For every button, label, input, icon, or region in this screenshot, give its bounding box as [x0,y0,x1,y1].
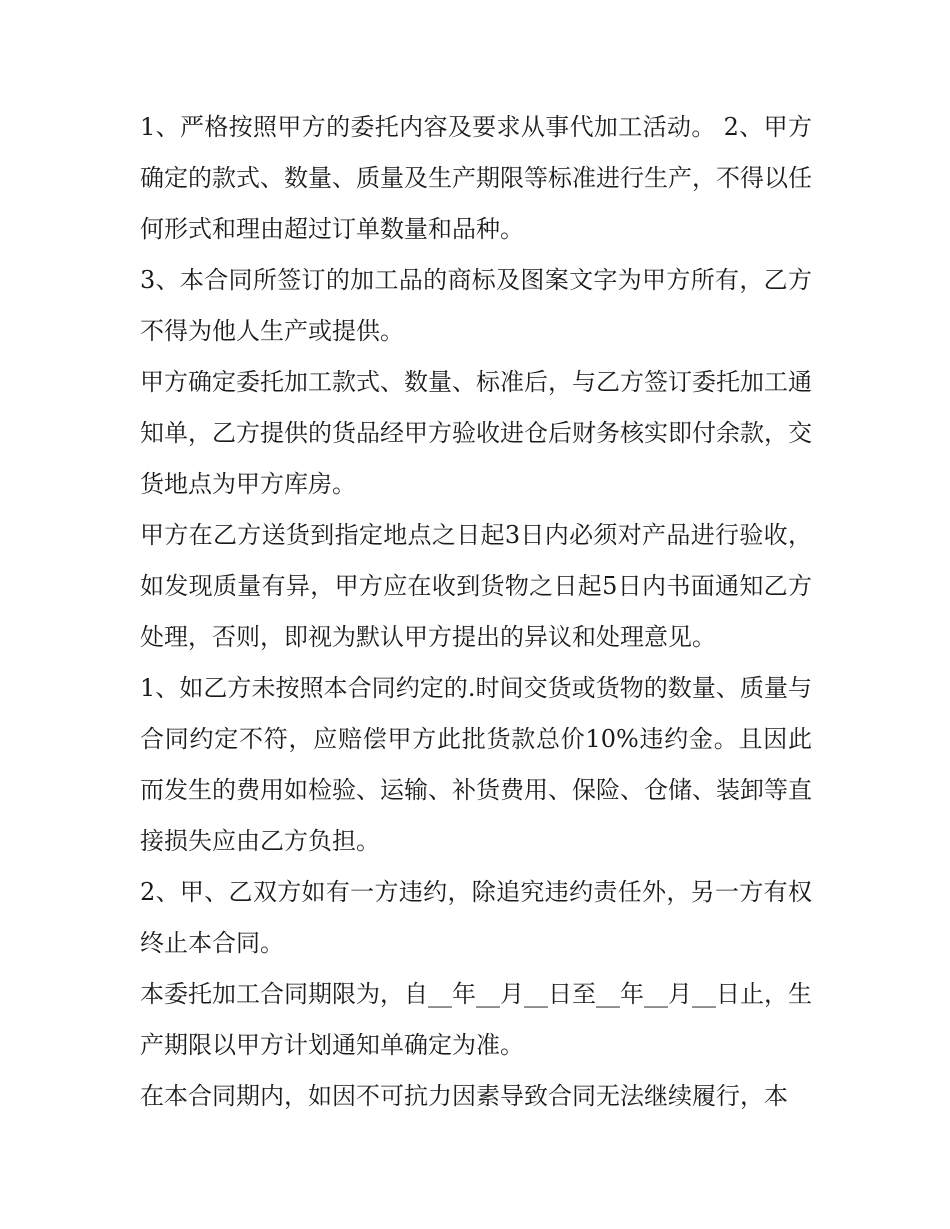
paragraph-processing-requirements: 1、严格按照甲方的委托内容及要求从事代加工活动。 2、甲方确定的款式、数量、质量及生产期限等标准进行生产，不得以任何形式和理由超过订单数量和品种。 [140,113,812,243]
paragraph-termination-right: 2、甲、乙双方如有一方违约，除追究违约责任外，另一方有权终止本合同。 [140,878,812,957]
paragraph-delivery-payment: 甲方确定委托加工款式、数量、标准后，与乙方签订委托加工通知单，乙方提供的货品经甲方验收进仓后财务核实即付余款，交货地点为甲方库房。 [140,368,812,498]
document-body [140,102,812,1122]
paragraph-trademark-ownership: 3、本合同所签订的加工品的商标及图案文字为甲方所有，乙方不得为他人生产或提供。 [140,266,812,345]
paragraph-inspection: 甲方在乙方送货到指定地点之日起3日内必须对产品进行验收，如发现质量有异，甲方应在收到货物之日起5日内书面通知乙方处理，否则，即视为默认甲方提出的异议和处理意见。 [140,521,812,651]
paragraph-contract-term: 本委托加工合同期限为，自__年__月__日至__年__月__日止，生产期限以甲方计划通知单确定为准。 [140,980,812,1059]
paragraph-force-majeure: 在本合同期内，如因不可抗力因素导致合同无法继续履行，本 [140,1082,788,1110]
paragraph-breach-penalty: 1、如乙方未按照本合同约定的.时间交货或货物的数量、质量与合同约定不符，应赔偿甲方此批货款总价10%违约金。且因此而发生的费用如检验、运输、补货费用、保险、仓储、装卸等直接损失应由乙方负担。 [140,674,812,855]
